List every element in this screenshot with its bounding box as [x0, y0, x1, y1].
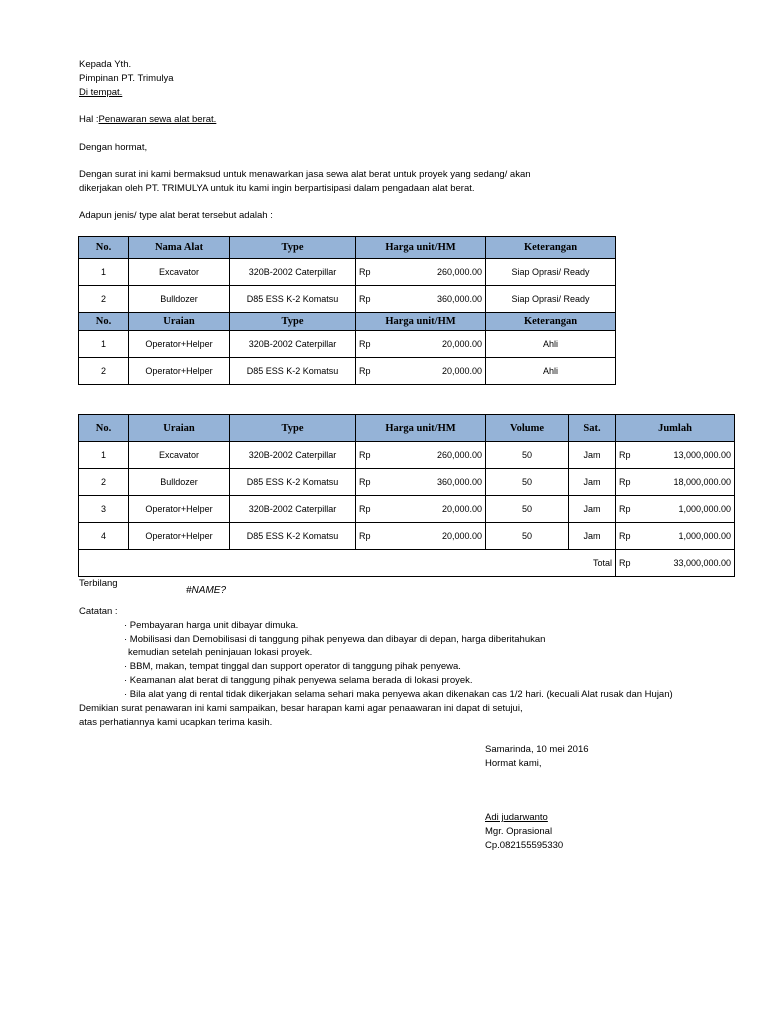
cell-price: 360,000.00: [383, 286, 486, 313]
table-row: [79, 331, 616, 358]
cell-unit: Jam: [569, 496, 616, 523]
recipient-name: Pimpinan PT. Trimulya: [79, 73, 174, 84]
table-row: [79, 523, 735, 550]
closing-line-1: Demikian surat penawaran ini kami sampaikan, besar harapan kami agar penaawaran ini dapat di setujui,: [79, 703, 523, 714]
cell-type: D85 ESS K-2 Komatsu: [230, 523, 356, 550]
cell-amount: 1,000,000.00: [641, 496, 735, 523]
signatory-phone: Cp.082155595330: [485, 840, 564, 851]
header-unit: Sat.: [569, 415, 616, 442]
note-item: · Keamanan alat berat di tanggung pihak penyewa selama berada di lokasi proyek.: [124, 675, 473, 686]
cell-type: D85 ESS K-2 Komatsu: [230, 469, 356, 496]
cell-name: Operator+Helper: [129, 523, 230, 550]
note-item: · Pembayaran harga unit dibayar dimuka.: [124, 620, 299, 631]
note-item: · Bila alat yang di rental tidak dikerjakan selama sehari maka penyewa akan dikenakan cas 1/2 hari. (kecuali Alat rusak dan Hujan): [124, 689, 673, 700]
cell-price: 20,000.00: [383, 358, 486, 385]
cell-unit: Jam: [569, 442, 616, 469]
cell-note: Siap Oprasi/ Ready: [486, 259, 616, 286]
cell-no: 2: [79, 469, 129, 496]
total-value: 33,000,000.00: [641, 550, 735, 577]
cell-currency: Rp: [356, 496, 383, 523]
place-date: Samarinda, 10 mei 2016: [485, 744, 589, 755]
total-currency: Rp: [616, 550, 641, 577]
table-subheader-row: [79, 313, 616, 331]
table-header-row: [79, 415, 735, 442]
regards: Hormat kami,: [485, 758, 542, 769]
header-volume: Volume: [486, 415, 569, 442]
cell-type: 320B-2002 Caterpillar: [230, 496, 356, 523]
header-price: Harga unit/HM: [356, 237, 486, 259]
note-item: · BBM, makan, tempat tinggal dan support operator di tanggung pihak penyewa.: [124, 661, 461, 672]
header-amount: Jumlah: [616, 415, 735, 442]
table-header-row: [79, 237, 616, 259]
cell-name: Operator+Helper: [129, 331, 230, 358]
terbilang-label: Terbilang: [79, 578, 118, 589]
cell-unit: Jam: [569, 469, 616, 496]
cell-type: 320B-2002 Caterpillar: [230, 259, 356, 286]
cell-type: 320B-2002 Caterpillar: [230, 331, 356, 358]
cell-currency: Rp: [356, 442, 383, 469]
header-type: Type: [230, 237, 356, 259]
cell-type: D85 ESS K-2 Komatsu: [230, 358, 356, 385]
closing-line-2: atas perhatiannya kami ucapkan terima kasih.: [79, 717, 273, 728]
cell-name: Operator+Helper: [129, 358, 230, 385]
total-row: [79, 550, 735, 577]
cell-type: 320B-2002 Caterpillar: [230, 442, 356, 469]
cell-currency: Rp: [356, 286, 383, 313]
cell-price: 260,000.00: [383, 442, 486, 469]
intro-line-1: Dengan surat ini kami bermaksud untuk menawarkan jasa sewa alat berat untuk proyek yang sedang/ akan: [79, 169, 531, 180]
cell-volume: 50: [486, 469, 569, 496]
equipment-price-table: [78, 236, 616, 385]
cell-amount: 18,000,000.00: [641, 469, 735, 496]
cost-calculation-table: [78, 414, 735, 577]
terbilang-value: #NAME?: [186, 585, 227, 596]
cell-name: Operator+Helper: [129, 496, 230, 523]
recipient-salutation: Kepada Yth.: [79, 59, 132, 70]
header-no: No.: [79, 415, 129, 442]
cell-name: Bulldozer: [129, 469, 230, 496]
note-item: kemudian setelah peninjauan lokasi proyek.: [128, 647, 313, 658]
cell-note: Ahli: [486, 358, 616, 385]
notes-label: Catatan :: [79, 606, 118, 617]
cell-amount: 1,000,000.00: [641, 523, 735, 550]
cell-currency: Rp: [616, 442, 641, 469]
cell-currency: Rp: [356, 331, 383, 358]
cell-currency: Rp: [616, 496, 641, 523]
header-name: Nama Alat: [129, 237, 230, 259]
recipient-place: Di tempat.: [79, 87, 123, 98]
cell-unit: Jam: [569, 523, 616, 550]
subject-line: [79, 114, 216, 126]
cell-volume: 50: [486, 523, 569, 550]
header-description: Uraian: [129, 313, 230, 331]
cell-volume: 50: [486, 442, 569, 469]
table-row: [79, 358, 616, 385]
cell-volume: 50: [486, 496, 569, 523]
cell-no: 4: [79, 523, 129, 550]
cell-no: 1: [79, 442, 129, 469]
signatory-name: Adi judarwanto: [485, 812, 548, 823]
header-description: Uraian: [129, 415, 230, 442]
cell-price: 20,000.00: [383, 496, 486, 523]
cell-currency: Rp: [356, 259, 383, 286]
total-label: Total: [79, 550, 616, 577]
cell-type: D85 ESS K-2 Komatsu: [230, 286, 356, 313]
header-note: Keterangan: [486, 313, 616, 331]
header-price: Harga unit/HM: [356, 313, 486, 331]
cell-no: 1: [79, 259, 129, 286]
cell-name: Excavator: [129, 442, 230, 469]
subject-text: Penawaran sewa alat berat.: [98, 114, 217, 125]
cell-note: Siap Oprasi/ Ready: [486, 286, 616, 313]
cell-no: 2: [79, 358, 129, 385]
cell-currency: Rp: [616, 523, 641, 550]
table-row: [79, 496, 735, 523]
header-note: Keterangan: [486, 237, 616, 259]
header-no: No.: [79, 237, 129, 259]
cell-currency: Rp: [356, 358, 383, 385]
cell-no: 3: [79, 496, 129, 523]
table-row: [79, 442, 735, 469]
cell-price: 20,000.00: [383, 331, 486, 358]
table-row: [79, 286, 616, 313]
table-row: [79, 259, 616, 286]
cell-no: 2: [79, 286, 129, 313]
cell-no: 1: [79, 331, 129, 358]
cell-price: 360,000.00: [383, 469, 486, 496]
signatory-title: Mgr. Oprasional: [485, 826, 553, 837]
cell-price: 260,000.00: [383, 259, 486, 286]
cell-note: Ahli: [486, 331, 616, 358]
cell-currency: Rp: [356, 523, 383, 550]
header-type: Type: [230, 313, 356, 331]
cell-price: 20,000.00: [383, 523, 486, 550]
subject-label: Hal :: [79, 114, 99, 125]
note-item: · Mobilisasi dan Demobilisasi di tanggung pihak penyewa dan dibayar di depan, harga diberitahukan: [124, 634, 546, 645]
header-price: Harga unit/HM: [356, 415, 486, 442]
cell-currency: Rp: [616, 469, 641, 496]
cell-currency: Rp: [356, 469, 383, 496]
header-type: Type: [230, 415, 356, 442]
list-intro: Adapun jenis/ type alat berat tersebut adalah :: [79, 210, 273, 221]
cell-name: Bulldozer: [129, 286, 230, 313]
cell-amount: 13,000,000.00: [641, 442, 735, 469]
cell-name: Excavator: [129, 259, 230, 286]
intro-line-2: dikerjakan oleh PT. TRIMULYA untuk itu kami ingin berpartisipasi dalam pengadaan alat berat.: [79, 183, 475, 194]
greeting: Dengan hormat,: [79, 142, 148, 153]
table-row: [79, 469, 735, 496]
header-no: No.: [79, 313, 129, 331]
